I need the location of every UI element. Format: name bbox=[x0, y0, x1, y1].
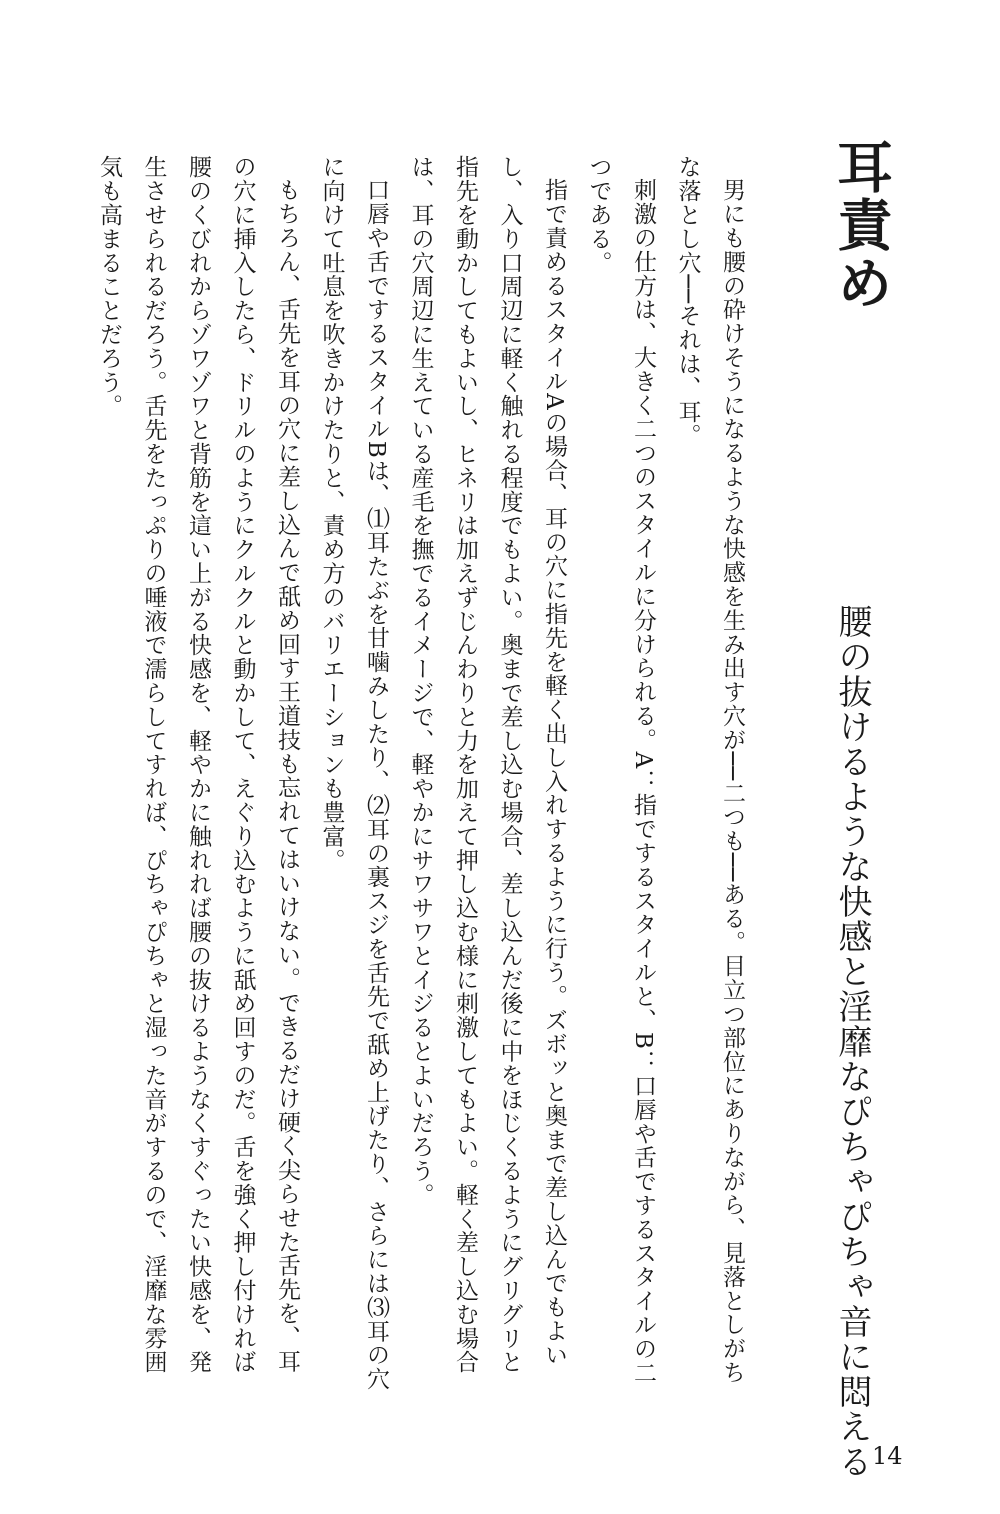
page-number: 14 bbox=[872, 1442, 903, 1470]
body-text bbox=[96, 155, 754, 1395]
body-paragraph: 口唇や舌でするスタイルBは、⑴耳たぶを甘噛みしたり、⑵耳の裏スジを舌先で舐め上げたり、さらには⑶耳の穴に向けて吐息を吹きかけたりと、責め方のバリエーションも豊富。 bbox=[318, 155, 389, 1391]
body-paragraph: 男にも腰の砕けそうになるような快感を生み出す穴が──二つも──ある。目立つ部位にありながら、見落としがちな落とし穴──それは、耳。 bbox=[674, 155, 745, 1385]
body-paragraph: 刺激の仕方は、大きく二つのスタイルに分けられる。A：指でするスタイルと、B：口唇や舌でするスタイルの二つである。 bbox=[585, 155, 656, 1385]
page-subtitle: 腰の抜けるような快感と淫靡なぴちゃぴちゃ音に悶える bbox=[832, 604, 872, 1479]
page-title: 耳責め bbox=[828, 138, 894, 312]
body-paragraph: もちろん、舌先を耳の穴に差し込んで舐め回す王道技も忘れてはいけない。できるだけ硬く尖らせた舌先を、耳の穴に挿入したら、ドリルのようにクルクルと動かして、えぐり込むように舐め回すのだ。舌を強く押し付ければ腰のくびれからゾワゾワと背筋を這い上がる快感を、軽やかに触れれば腰の抜けるようなくすぐったい快感を、発生させられるだろう。舌先をたっぷりの唾液で濡らしてすれば、ぴちゃぴちゃと湿った音がするので、淫靡な雰囲気も高まることだろう。 bbox=[96, 155, 300, 1374]
body-paragraph: 指で責めるスタイルAの場合、耳の穴に指先を軽く出し入れするように行う。ズボッと奥まで差し込んでもよいし、入り口周辺に軽く触れる程度でもよい。奥まで差し込む場合、差し込んだ後に中をほじくるようにグリグリと指先を動かしてもよいし、ヒネリは加えずじんわりと力を加えて押し込む様に刺激してもよい。軽く差し込む場合は、耳の穴周辺に生えている産毛を撫でるイメージで、軽やかにサワサワとイジるとよいだろう。 bbox=[407, 155, 567, 1374]
